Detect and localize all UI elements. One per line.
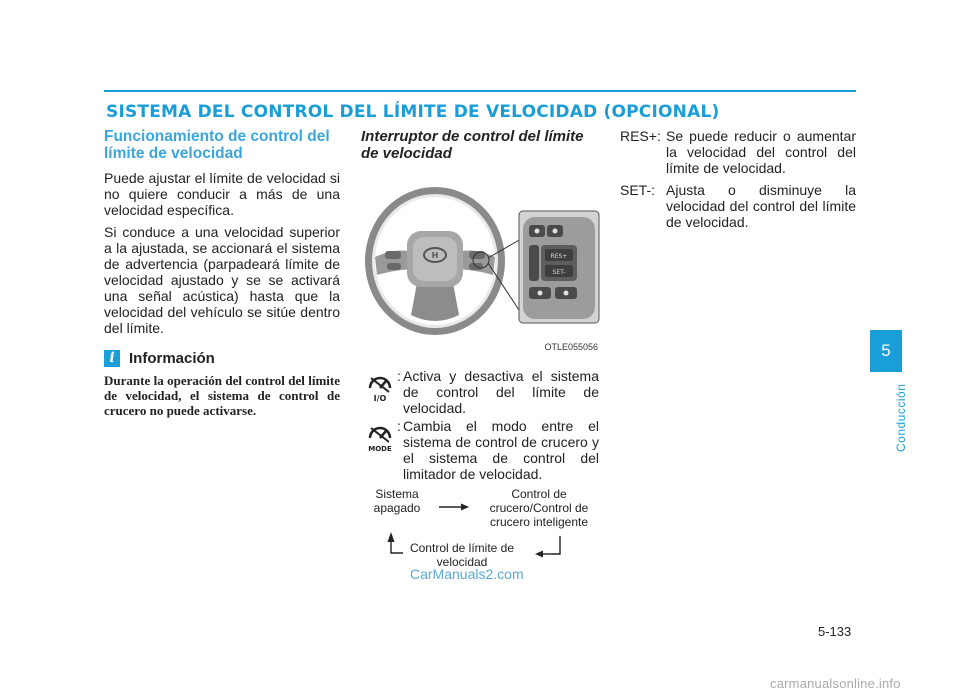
info-header <box>104 350 340 367</box>
watermark: CarManuals2.com <box>410 566 524 582</box>
res-description: Se puede reducir o aumentar la velocidad del control del límite de velocidad. <box>666 128 856 176</box>
column-intro <box>104 128 340 418</box>
speed-limit-mode-icon <box>365 420 395 454</box>
set-key: SET-: <box>620 182 656 198</box>
switch-heading: Interruptor de control del límite de velocidad <box>361 128 584 162</box>
page-number: 5-133 <box>818 624 852 639</box>
onoff-colon: : <box>397 368 401 384</box>
onoff-icon-label: I/O <box>373 394 387 403</box>
steering-wheel-drawing <box>361 165 601 355</box>
column-buttons <box>620 128 856 236</box>
section-title: SISTEMA DEL CONTROL DEL LÍMITE DE VELOCIDAD (OPCIONAL) <box>106 102 720 122</box>
arrow-right-icon <box>461 504 469 511</box>
info-body: Durante la operación del control del límite de velocidad, el sistema de control de crucero no puede activarse. <box>104 373 340 418</box>
svg-text:H: H <box>431 251 439 260</box>
info-title: Información <box>129 350 215 367</box>
chapter-tab[interactable]: 5 <box>870 330 902 372</box>
intro-paragraph-1: Puede ajustar el límite de velocidad si no quiere conducir a más de una velocidad específica. <box>104 170 340 218</box>
res-item <box>620 128 856 176</box>
control-row-onoff <box>361 368 601 416</box>
speed-limit-onoff-icon <box>365 370 395 404</box>
set-description: Ajusta o disminuye la velocidad del control del límite de velocidad. <box>666 182 856 230</box>
image-caption: OTLE055056 <box>544 342 598 352</box>
diagram-system-off: Sistema apagado <box>373 487 421 515</box>
site-logo: carmanualsonline.info <box>770 676 901 691</box>
mode-description: Cambia el modo entre el sistema de control de crucero y el sistema de control del limitador de velocidad. <box>403 418 599 482</box>
column-switch <box>361 128 601 162</box>
control-row-mode <box>361 418 601 482</box>
arrow-up-icon <box>388 532 395 542</box>
function-heading: Funcionamiento de control del límite de velocidad <box>104 128 330 162</box>
chapter-label: Conducción <box>894 383 908 452</box>
set-item <box>620 182 856 230</box>
diagram-speed-limit-control: Control de límite de velocidad <box>409 541 515 569</box>
steering-wheel-illustration <box>361 165 601 355</box>
res-key: RES+: <box>620 128 661 144</box>
svg-text:SET-: SET- <box>552 269 566 276</box>
diagram-cruise-control: Control de crucero/Control de crucero inteligente <box>489 487 589 529</box>
onoff-description: Activa y desactiva el sistema de control del límite de velocidad. <box>403 368 599 416</box>
mode-icon-label: MODE <box>368 445 392 453</box>
info-icon: i <box>104 350 120 367</box>
mode-colon: : <box>397 418 401 434</box>
intro-paragraph-2: Si conduce a una velocidad superior a la ajustada, se accionará el sistema de advertencia (parpadeará límite de velocidad ajustado y se se activará una señal acústica) hasta que la velocidad del vehículo se sitúe dentro del límite. <box>104 224 340 336</box>
svg-text:RES+: RES+ <box>550 253 568 260</box>
arrow-left-icon <box>535 551 543 558</box>
header-rule <box>104 90 856 92</box>
